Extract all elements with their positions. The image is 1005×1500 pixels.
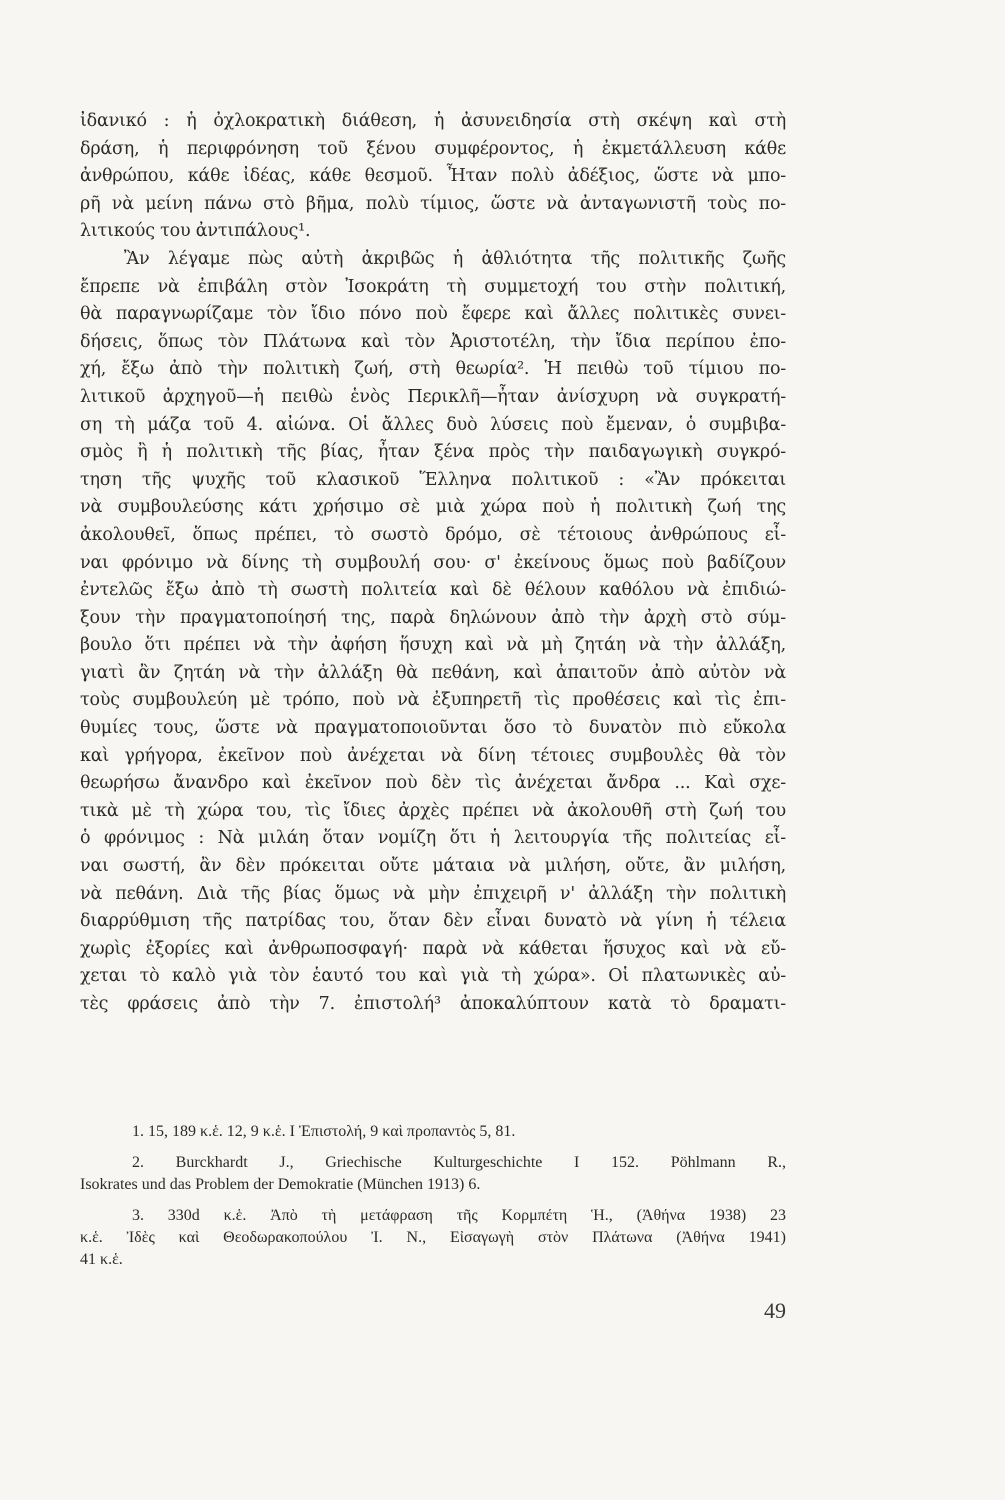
text-line: ναι σωστή, ἂν δὲν πρόκειται οὔτε μάταια νὰ μιλήση, οὔτε, ἂν μιλήση, <box>80 856 786 877</box>
text-line: ἀκολουθεῖ, ὅπως πρέπει, τὸ σωστὸ δρόμο, σὲ τέτοιους ἀνθρώπους εἶ- <box>80 524 786 545</box>
main-text <box>80 108 786 1019</box>
text-line: τικὰ μὲ τὴ χώρα του, τὶς ἴδιες ἀρχὲς πρέπει νὰ ἀκολουθῆ στὴ ζωή του <box>80 800 786 821</box>
text-line: ἀνθρώπου, κάθε ἰδέας, κάθε θεσμοῦ. Ἦταν πολὺ ἀδέξιος, ὥστε νὰ μπο- <box>80 166 786 187</box>
text-line: νὰ πεθάνη. Διὰ τῆς βίας ὅμως νὰ μὴν ἐπιχειρῆ ν' ἀλλάξη τὴν πολιτικὴ <box>80 883 786 904</box>
text-line: δράση, ἡ περιφρόνηση τοῦ ξένου συμφέροντος, ἡ ἐκμετάλλευση κάθε <box>80 138 786 159</box>
text-line: ναι φρόνιμο νὰ δίνης τὴ συμβουλή σου· σ' ἐκείνους ὅμως ποὺ βαδίζουν <box>80 552 786 573</box>
text-line: ἐντελῶς ἔξω ἀπὸ τὴ σωστὴ πολιτεία καὶ δὲ θέλουν καθόλου νὰ ἐπιδιώ- <box>80 580 786 601</box>
text-line: βουλο ὅτι πρέπει νὰ τὴν ἀφήση ἥσυχη καὶ νὰ μὴ ζητάη νὰ τὴν ἀλλάξη, <box>80 635 786 656</box>
text-line: ἔπρεπε νὰ ἐπιβάλη στὸν Ἰσοκράτη τὴ συμμετοχή του στὴν πολιτική, <box>80 276 786 297</box>
footnote: 1. 15, 189 κ.ἑ. 12, 9 κ.ἑ. I Ἐπιστολή, 9 καὶ προπαντὸς 5, 81. <box>132 1123 516 1140</box>
text-line: ὁ φρόνιμος : Νὰ μιλάη ὅταν νομίζη ὅτι ἡ λειτουργία τῆς πολιτείας εἶ- <box>80 828 786 849</box>
text-line: καὶ γρήγορα, ἐκεῖνον ποὺ ἀνέχεται νὰ δίνη τέτοιες συμβουλὲς θὰ τὸν <box>80 745 786 766</box>
text-line: θὰ παραγνωρίζαμε τὸν ἴδιο πόνο ποὺ ἔφερε καὶ ἄλλες πολιτικὲς συνει- <box>80 304 786 325</box>
text-line: ρῆ νὰ μείνη πάνω στὸ βῆμα, πολὺ τίμιος, ὥστε νὰ ἀνταγωνιστῆ τοὺς πο- <box>80 193 786 214</box>
footnote: κ.ἑ. Ἰδὲς καὶ Θεοδωρακοπούλου Ἰ. Ν., Εἰσαγωγὴ στὸν Πλάτωνα (Ἀθήνα 1941) <box>80 1229 786 1246</box>
text-line: τὲς φράσεις ἀπὸ τὴν 7. ἐπιστολή³ ἀποκαλύπτουν κατὰ τὸ δραματι- <box>80 994 786 1014</box>
text-line: Ἂν λέγαμε πὼς αὐτὴ ἀκριβῶς ἡ ἀθλιότητα τῆς πολιτικῆς ζωῆς <box>124 248 786 269</box>
page-number: 49 <box>764 1298 786 1323</box>
text-line: ση τὴ μάζα τοῦ 4. αἰώνα. Οἱ ἄλλες δυὸ λύσεις ποὺ ἔμεναν, ὁ συμβιβα- <box>80 414 786 435</box>
text-line: τηση τῆς ψυχῆς τοῦ κλασικοῦ Ἕλληνα πολιτικοῦ : «Ἂν πρόκειται <box>80 469 786 490</box>
footnote: 41 κ.ἑ. <box>80 1251 123 1268</box>
text-line: χεται τὸ καλὸ γιὰ τὸν ἑαυτό του καὶ γιὰ τὴ χώρα». Οἱ πλατωνικὲς αὐ- <box>80 966 786 987</box>
text-line: χή, ἔξω ἀπὸ τὴν πολιτικὴ ζωή, στὴ θεωρία². Ἡ πειθὼ τοῦ τίμιου πο- <box>80 359 786 380</box>
text-line: λιτικούς του ἀντιπάλους¹. <box>80 221 311 242</box>
footnote: Isokrates und das Problem der Demokratie (München 1913) 6. <box>80 1176 481 1193</box>
text-line: διαρρύθμιση τῆς πατρίδας του, ὅταν δὲν εἶναι δυνατὸ νὰ γίνη ἡ τέλεια <box>80 911 786 932</box>
text-line: σμὸς ἢ ἡ πολιτικὴ τῆς βίας, ἦταν ξένα πρὸς τὴν παιδαγωγικὴ συγκρό- <box>80 442 786 463</box>
footnotes <box>80 1121 786 1271</box>
text-line: θεωρήσω ἄνανδρο καὶ ἐκεῖνον ποὺ δὲν τὶς ἀνέχεται ἄνδρα ... Καὶ σχε- <box>80 773 786 794</box>
text-line: γιατὶ ἂν ζητάη νὰ τὴν ἀλλάξη θὰ πεθάνη, καὶ ἀπαιτοῦν ἀπὸ αὐτὸν νὰ <box>80 662 786 683</box>
text-line: ἰδανικό : ἡ ὀχλοκρατικὴ διάθεση, ἡ ἀσυνειδησία στὴ σκέψη καὶ στὴ <box>80 111 786 131</box>
footnote: 3. 330d κ.ἑ. Ἀπὸ τὴ μετάφραση τῆς Κορμπέτη Ἡ., (Ἀθήνα 1938) 23 <box>132 1207 786 1224</box>
footnote: 2. Burckhardt J., Griechische Kulturgeschichte I 152. Pöhlmann R., <box>132 1154 786 1171</box>
text-line: χωρὶς ἐξορίες καὶ ἀνθρωποσφαγή· παρὰ νὰ κάθεται ἥσυχος καὶ νὰ εὔ- <box>80 938 786 959</box>
text-line: ξουν τὴν πραγματοποίησή της, παρὰ δηλώνουν ἀπὸ τὴν ἀρχὴ στὸ σύμ- <box>80 607 786 628</box>
text-line: δήσεις, ὅπως τὸν Πλάτωνα καὶ τὸν Ἀριστοτέλη, τὴν ἴδια περίπου ἐπο- <box>80 331 786 352</box>
text-line: νὰ συμβουλεύσης κάτι χρήσιμο σὲ μιὰ χώρα ποὺ ἡ πολιτικὴ ζωή της <box>80 497 786 518</box>
text-line: τοὺς συμβουλεύη μὲ τρόπο, ποὺ νὰ ἐξυπηρετῆ τὶς προθέσεις καὶ τὶς ἐπι- <box>80 690 786 711</box>
text-line: θυμίες τους, ὥστε νὰ πραγματοποιοῦνται ὅσο τὸ δυνατὸν πιὸ εὔκολα <box>80 718 786 739</box>
text-line: λιτικοῦ ἀρχηγοῦ—ἡ πειθὼ ἑνὸς Περικλῆ—ἦταν ἀνίσχυρη νὰ συγκρατή- <box>80 386 786 407</box>
